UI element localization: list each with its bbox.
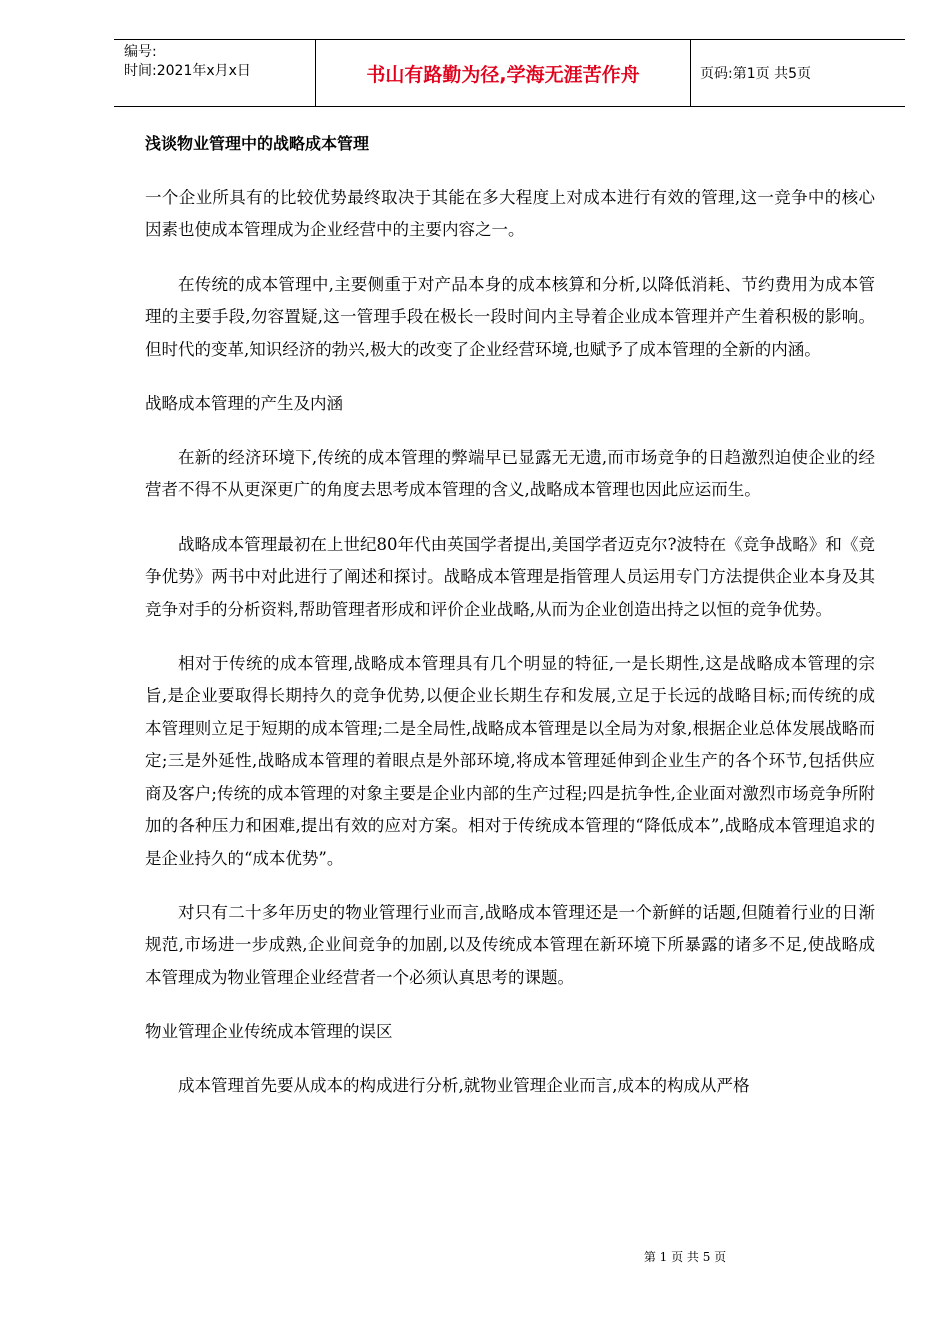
section-heading: 物业管理企业传统成本管理的误区 bbox=[145, 1022, 393, 1042]
document-time-label: 时间:2021年x月x日 bbox=[124, 63, 251, 79]
paragraph: 成本管理首先要从成本的构成进行分析,就物业管理企业而言,成本的构成从严格 bbox=[178, 1076, 750, 1096]
article-body bbox=[145, 128, 875, 1125]
header-meta bbox=[124, 43, 251, 81]
paragraph: 相对于传统的成本管理,战略成本管理具有几个明显的特征,一是长期性,这是战略成本管理的宗旨,是企业要取得长期持久的竞争优势,以便企业长期生存和发展,立足于长远的战略目标;而传统的成本管理则立足于短期的成本管理;二是全局性,战略成本管理是以全局为对象,根据企业总体发展战略而定;三是外延性,战略成本管理的着眼点是外部环境,将成本管理延伸到企业生产的各个环节,包括供应商及客户;传统的成本管理的对象主要是企业内部的生产过程;四是抗争性,企业面对激烈市场竞争所附加的各种压力和困难,提出有效的应对方案。相对于传统成本管理的“降低成本”,战略成本管理追求的是企业持久的“成本优势”。 bbox=[145, 654, 875, 868]
paragraph: 一个企业所具有的比较优势最终取决于其能在多大程度上对成本进行有效的管理,这一竞争中的核心因素也使成本管理成为企业经营中的主要内容之一。 bbox=[145, 188, 875, 240]
page-footer: 第 1 页 共 5 页 bbox=[643, 1250, 727, 1264]
page-header bbox=[114, 39, 905, 107]
document-number-label: 编号: bbox=[124, 44, 157, 60]
header-motto: 书山有路勤为径,学海无涯苦作舟 bbox=[366, 63, 640, 86]
paragraph: 在传统的成本管理中,主要侧重于对产品本身的成本核算和分析,以降低消耗、节约费用为成本管理的主要手段,勿容置疑,这一管理手段在极长一段时间内主导着企业成本管理并产生着积极的影响。但时代的变革,知识经济的勃兴,极大的改变了企业经营环境,也赋予了成本管理的全新的内涵。 bbox=[145, 274, 875, 359]
article-title: 浅谈物业管理中的战略成本管理 bbox=[145, 134, 370, 153]
paragraph: 对只有二十多年历史的物业管理行业而言,战略成本管理还是一个新鲜的话题,但随着行业的日渐规范,市场进一步成熟,企业间竞争的加剧,以及传统成本管理在新环境下所暴露的诸多不足,使战略成本管理成为物业管理企业经营者一个必须认真思考的课题。 bbox=[145, 902, 875, 987]
header-page-info: 页码:第1页 共5页 bbox=[700, 66, 811, 82]
paragraph: 在新的经济环境下,传统的成本管理的弊端早已显露无无遗,而市场竞争的日趋激烈迫使企业的经营者不得不从更深更广的角度去思考成本管理的含义,战略成本管理也因此应运而生。 bbox=[145, 448, 875, 500]
paragraph: 战略成本管理最初在上世纪80年代由英国学者提出,美国学者迈克尔?波特在《竞争战略》和《竞争优势》两书中对此进行了阐述和探讨。战略成本管理是指管理人员运用专门方法提供企业本身及其竞争对手的分析资料,帮助管理者形成和评价企业战略,从而为企业创造出持之以恒的竞争优势。 bbox=[145, 534, 875, 619]
header-divider bbox=[690, 40, 691, 106]
section-heading: 战略成本管理的产生及内涵 bbox=[145, 394, 343, 414]
